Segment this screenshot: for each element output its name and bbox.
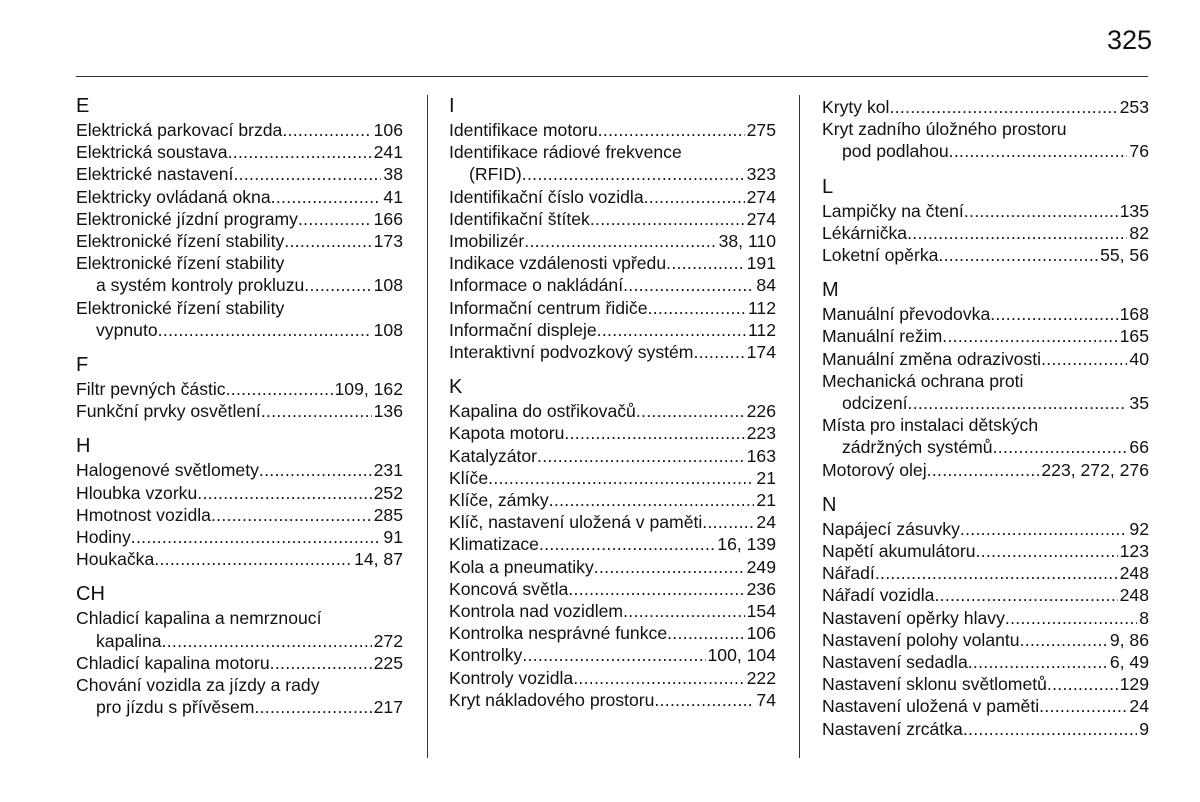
index-entry xyxy=(822,459,1149,481)
index-entry xyxy=(449,186,776,208)
dot-leader xyxy=(568,578,744,600)
entry-label: a systém kontroly prokluzu xyxy=(96,275,305,296)
dot-leader xyxy=(908,392,1128,414)
index-entry xyxy=(449,467,776,489)
dot-leader xyxy=(154,548,352,570)
entry-page-ref: 166 xyxy=(373,208,403,229)
entry-page-ref: 123 xyxy=(1119,541,1149,562)
index-column-1 xyxy=(76,94,403,730)
dot-leader xyxy=(131,526,382,548)
entry-label: odcizení xyxy=(842,393,908,414)
index-entry xyxy=(449,644,776,666)
entry-page-ref: 225 xyxy=(373,652,403,673)
dot-leader xyxy=(573,667,744,689)
entry-label: Klimatizace xyxy=(449,534,539,555)
index-entry xyxy=(822,325,1149,347)
entry-page-ref: 21 xyxy=(756,467,776,488)
entry-page-ref: 174 xyxy=(746,342,776,363)
entry-label: pod podlahou xyxy=(842,141,949,162)
index-entry xyxy=(822,348,1149,370)
index-entry xyxy=(822,303,1149,325)
dot-leader xyxy=(889,96,1117,118)
entry-label: Halogenové světlomety xyxy=(76,460,259,481)
entry-label: Kapalina do ostřikovačů xyxy=(449,401,636,422)
entry-page-ref: 40 xyxy=(1129,348,1149,369)
index-entry xyxy=(76,119,403,141)
index-entry xyxy=(822,629,1149,651)
index-section xyxy=(76,434,403,570)
entry-label: Nastavení sklonu světlometů xyxy=(822,674,1047,695)
entry-page-ref: 35 xyxy=(1129,393,1149,414)
index-column-3 xyxy=(822,96,1149,752)
index-entry xyxy=(449,556,776,578)
entry-page-ref: 222 xyxy=(746,667,776,688)
entry-page-ref: 24 xyxy=(1129,696,1149,717)
dot-leader xyxy=(158,319,372,341)
index-entry xyxy=(449,319,776,341)
entry-label: Identifikace motoru xyxy=(449,120,598,140)
header-rule xyxy=(76,76,1148,77)
dot-leader xyxy=(211,504,372,526)
entry-page-ref: 285 xyxy=(373,504,403,525)
entry-label: Kryty kol xyxy=(822,97,890,117)
entry-page-ref: 248 xyxy=(1119,585,1149,606)
index-entry xyxy=(449,119,776,141)
dot-leader xyxy=(667,622,745,644)
entry-page-ref: 241 xyxy=(373,142,403,163)
entry-label: Lampičky na čtení xyxy=(822,200,964,221)
entry-label: Identifikační štítek xyxy=(449,208,590,229)
entry-label: zádržných systémů xyxy=(842,437,993,458)
dot-leader xyxy=(233,163,381,185)
entry-label: Elektronické jízdní programy xyxy=(76,208,298,229)
entry-label: Identifikační číslo vozidla xyxy=(449,186,644,207)
index-section xyxy=(449,375,776,711)
entry-label: Elektrická parkovací brzda xyxy=(76,120,283,140)
dot-leader xyxy=(1039,695,1127,717)
index-entry xyxy=(822,140,1149,162)
dot-leader xyxy=(644,186,745,208)
dot-leader xyxy=(254,696,371,718)
dot-leader xyxy=(666,252,745,274)
column-divider-1 xyxy=(427,95,428,758)
index-section xyxy=(822,96,1149,163)
entry-label: Hloubka vzorku xyxy=(76,482,198,503)
dot-leader xyxy=(522,163,745,185)
dot-leader xyxy=(270,652,372,674)
section-letter: I xyxy=(449,95,455,117)
index-entry-heading: Elektronické řízení stability xyxy=(76,253,285,274)
entry-page-ref: 163 xyxy=(746,445,776,466)
entry-page-ref: 109, 162 xyxy=(334,379,403,400)
index-section xyxy=(822,278,1149,481)
entry-page-ref: 55, 56 xyxy=(1100,245,1149,266)
entry-label: Kontrolky xyxy=(449,645,523,666)
index-section xyxy=(822,175,1149,267)
index-entry-heading: Místa pro instalaci dětských xyxy=(822,415,1039,436)
entry-page-ref: 112 xyxy=(747,297,776,318)
entry-page-ref: 249 xyxy=(746,556,776,577)
entry-label: (RFID) xyxy=(469,164,522,185)
entry-label: Nastavení opěrky hlavy xyxy=(822,607,1005,628)
entry-label: Nastavení polohy volantu xyxy=(822,629,1020,650)
dot-leader xyxy=(1041,348,1127,370)
section-letter: K xyxy=(449,376,463,399)
index-entry xyxy=(76,526,403,548)
dot-leader xyxy=(654,689,754,711)
entry-page-ref: 253 xyxy=(1119,97,1149,117)
dot-leader xyxy=(927,459,1040,481)
dot-leader xyxy=(226,378,333,400)
index-entry xyxy=(76,274,403,296)
entry-label: Chladicí kapalina motoru xyxy=(76,652,270,673)
dot-leader xyxy=(282,119,371,141)
entry-label: Napájecí zásuvky xyxy=(822,518,960,539)
entry-label: Kola a pneumatiky xyxy=(449,556,594,577)
entry-page-ref: 106 xyxy=(373,120,403,140)
entry-label: Nářadí vozidla xyxy=(822,585,935,606)
dot-leader xyxy=(1047,673,1118,695)
index-entry xyxy=(449,230,776,252)
entry-page-ref: 191 xyxy=(746,253,776,274)
index-entry xyxy=(822,562,1149,584)
entry-page-ref: 108 xyxy=(373,275,403,296)
entry-page-ref: 92 xyxy=(1129,518,1149,539)
index-entry xyxy=(449,252,776,274)
index-entry xyxy=(76,208,403,230)
dot-leader xyxy=(934,584,1117,606)
index-entry xyxy=(822,518,1149,540)
entry-page-ref: 38, 110 xyxy=(718,231,776,252)
index-section xyxy=(76,94,403,341)
entry-page-ref: 173 xyxy=(373,231,403,252)
dot-leader xyxy=(524,230,716,252)
entry-label: Filtr pevných částic xyxy=(76,379,226,400)
index-entry xyxy=(449,400,776,422)
dot-leader xyxy=(271,186,382,208)
index-entry xyxy=(449,341,776,363)
entry-label: Motorový olej xyxy=(822,459,927,480)
index-entry xyxy=(76,482,403,504)
entry-label: Napětí akumulátoru xyxy=(822,541,976,562)
entry-label: kapalina xyxy=(96,630,162,651)
index-entry xyxy=(76,630,403,652)
entry-label: Kapota motoru xyxy=(449,423,565,444)
index-entry xyxy=(822,96,1149,118)
index-entry-heading: Mechanická ochrana proti xyxy=(822,370,1024,391)
index-entry xyxy=(822,244,1149,266)
entry-label: Informační displeje xyxy=(449,319,597,340)
entry-label: Klíče xyxy=(449,467,489,488)
index-entry xyxy=(449,511,776,533)
index-entry xyxy=(822,222,1149,244)
dot-leader xyxy=(1005,607,1137,629)
index-entry-heading: Elektronické řízení stability xyxy=(76,297,285,318)
entry-page-ref: 217 xyxy=(373,697,403,718)
entry-label: Manuální převodovka xyxy=(822,304,991,325)
dot-leader xyxy=(875,562,1118,584)
index-entry xyxy=(449,578,776,600)
dot-leader xyxy=(960,518,1128,540)
index-entry xyxy=(822,584,1149,606)
entry-page-ref: 14, 87 xyxy=(354,549,403,570)
entry-page-ref: 272 xyxy=(373,630,403,651)
dot-leader xyxy=(597,319,746,341)
entry-label: Imobilizér xyxy=(449,231,525,252)
section-letter: L xyxy=(822,175,834,198)
index-entry xyxy=(822,200,1149,222)
dot-leader xyxy=(968,651,1108,673)
entry-page-ref: 82 xyxy=(1129,222,1149,243)
section-letter: N xyxy=(822,493,837,516)
entry-page-ref: 6, 49 xyxy=(1109,652,1149,673)
index-entry-heading: Chladicí kapalina a nemrznoucí xyxy=(76,608,322,629)
entry-page-ref: 38 xyxy=(383,164,403,185)
dot-leader xyxy=(693,341,744,363)
index-entry xyxy=(76,400,403,422)
entry-page-ref: 74 xyxy=(756,689,776,710)
entry-page-ref: 226 xyxy=(746,401,776,422)
entry-label: Elektronické řízení stability xyxy=(76,231,285,252)
index-entry xyxy=(76,504,403,526)
index-entry xyxy=(449,622,776,644)
dot-leader xyxy=(623,274,754,296)
dot-leader xyxy=(598,119,745,141)
entry-label: Klíče, zámky xyxy=(449,490,549,511)
dot-leader xyxy=(537,445,745,467)
entry-label: Indikace vzdálenosti vpředu xyxy=(449,253,667,274)
entry-label: Manuální změna odrazivosti xyxy=(822,348,1042,369)
entry-page-ref: 100, 104 xyxy=(707,645,776,666)
page-number: 325 xyxy=(1106,25,1152,55)
dot-leader xyxy=(964,200,1118,222)
entry-page-ref: 223 xyxy=(746,423,776,444)
index-entry xyxy=(76,696,403,718)
dot-leader xyxy=(1020,629,1108,651)
dot-leader xyxy=(907,222,1127,244)
index-entry xyxy=(76,378,403,400)
index-section xyxy=(76,582,403,718)
column-divider-2 xyxy=(799,95,800,758)
entry-label: Nastavení zrcátka xyxy=(822,718,963,739)
entry-label: Nastavení sedadla xyxy=(822,652,968,673)
entry-page-ref: 154 xyxy=(746,601,776,622)
entry-label: Nastavení uložená v paměti xyxy=(822,696,1040,717)
entry-page-ref: 236 xyxy=(746,578,776,599)
entry-page-ref: 106 xyxy=(746,623,776,644)
entry-page-ref: 135 xyxy=(1119,200,1149,221)
dot-leader xyxy=(938,244,1098,266)
entry-page-ref: 66 xyxy=(1129,437,1149,458)
dot-leader xyxy=(261,400,372,422)
entry-label: Kontrola nad vozidlem xyxy=(449,601,624,622)
index-column-2 xyxy=(449,94,776,723)
entry-label: Kontrolka nesprávné funkce xyxy=(449,623,668,644)
entry-label: Hodiny xyxy=(76,527,131,548)
index-entry xyxy=(822,392,1149,414)
entry-page-ref: 21 xyxy=(756,490,776,511)
index-entry xyxy=(449,163,776,185)
entry-page-ref: 252 xyxy=(373,482,403,503)
index-entry-heading: Identifikace rádiové frekvence xyxy=(449,142,682,163)
index-entry xyxy=(449,274,776,296)
entry-page-ref: 323 xyxy=(746,164,776,185)
dot-leader xyxy=(963,718,1137,740)
entry-page-ref: 129 xyxy=(1119,674,1149,695)
entry-label: Klíč, nastavení uložená v paměti xyxy=(449,512,703,533)
section-letter: E xyxy=(76,95,90,117)
index-entry xyxy=(822,695,1149,717)
entry-page-ref: 136 xyxy=(373,401,403,422)
index-entry xyxy=(449,689,776,711)
entry-label: Nářadí xyxy=(822,563,875,584)
index-entry xyxy=(822,540,1149,562)
entry-label: Koncová světla xyxy=(449,578,569,599)
entry-label: Loketní opěrka xyxy=(822,245,939,266)
entry-label: Kryt nákladového prostoru xyxy=(449,689,655,710)
dot-leader xyxy=(949,140,1128,162)
entry-page-ref: 274 xyxy=(746,208,776,229)
dot-leader xyxy=(549,489,755,511)
index-entry xyxy=(76,548,403,570)
index-entry xyxy=(76,652,403,674)
index-entry xyxy=(449,667,776,689)
dot-leader xyxy=(590,208,745,230)
entry-page-ref: 275 xyxy=(746,120,776,140)
index-section xyxy=(449,94,776,363)
dot-leader xyxy=(228,141,372,163)
dot-leader xyxy=(259,459,372,481)
index-entry xyxy=(76,141,403,163)
section-letter: CH xyxy=(76,583,105,606)
dot-leader xyxy=(488,467,754,489)
index-entry xyxy=(449,600,776,622)
index-section xyxy=(76,353,403,422)
entry-label: Kontroly vozidla xyxy=(449,667,574,688)
entry-label: Elektrická soustava xyxy=(76,142,228,163)
entry-label: Interaktivní podvozkový systém xyxy=(449,342,694,363)
dot-leader xyxy=(990,303,1117,325)
index-entry xyxy=(449,208,776,230)
index-entry xyxy=(822,607,1149,629)
entry-page-ref: 9 xyxy=(1139,718,1149,739)
entry-page-ref: 84 xyxy=(756,275,776,296)
index-entry xyxy=(822,718,1149,740)
dot-leader xyxy=(522,644,705,666)
index-entry xyxy=(449,489,776,511)
dot-leader xyxy=(197,482,371,504)
entry-label: vypnuto xyxy=(96,319,158,340)
entry-label: Manuální režim xyxy=(822,326,943,347)
dot-leader xyxy=(942,325,1117,347)
dot-leader xyxy=(993,436,1128,458)
entry-page-ref: 223, 272, 276 xyxy=(1041,459,1149,480)
index-section xyxy=(822,493,1149,740)
dot-leader xyxy=(284,230,371,252)
entry-page-ref: 24 xyxy=(756,512,776,533)
index-entry xyxy=(822,673,1149,695)
dot-leader xyxy=(539,533,715,555)
entry-page-ref: 168 xyxy=(1119,304,1149,325)
index-entry xyxy=(822,436,1149,458)
entry-label: Elektrické nastavení xyxy=(76,164,234,185)
dot-leader xyxy=(623,600,745,622)
entry-label: Hmotnost vozidla xyxy=(76,504,211,525)
index-entry xyxy=(449,297,776,319)
dot-leader xyxy=(648,297,746,319)
index-entry xyxy=(76,230,403,252)
dot-leader xyxy=(162,630,372,652)
entry-page-ref: 112 xyxy=(747,319,776,340)
dot-leader xyxy=(976,540,1118,562)
entry-page-ref: 9, 86 xyxy=(1109,629,1149,650)
index-entry xyxy=(449,445,776,467)
index-entry xyxy=(76,163,403,185)
index-entry-heading: Kryt zadního úložného prostoru xyxy=(822,119,1067,140)
section-letter: F xyxy=(76,354,89,377)
index-entry-heading: Chování vozidla za jízdy a rady xyxy=(76,675,320,696)
index-entry xyxy=(822,651,1149,673)
dot-leader xyxy=(564,422,744,444)
entry-label: Informační centrum řidiče xyxy=(449,297,648,318)
index-entry xyxy=(449,533,776,555)
entry-page-ref: 108 xyxy=(373,319,403,340)
section-letter: H xyxy=(76,435,91,458)
index-entry xyxy=(76,459,403,481)
entry-page-ref: 248 xyxy=(1119,563,1149,584)
entry-page-ref: 16, 139 xyxy=(717,534,776,555)
dot-leader xyxy=(636,400,745,422)
entry-page-ref: 165 xyxy=(1119,326,1149,347)
index-entry xyxy=(76,319,403,341)
dot-leader xyxy=(702,511,754,533)
entry-page-ref: 76 xyxy=(1129,141,1149,162)
section-letter: M xyxy=(822,279,839,302)
entry-label: Katalyzátor xyxy=(449,445,538,466)
entry-label: Elektricky ovládaná okna xyxy=(76,186,271,207)
dot-leader xyxy=(594,556,745,578)
entry-label: Informace o nakládání xyxy=(449,275,624,296)
dot-leader xyxy=(304,274,371,296)
index-entry xyxy=(449,422,776,444)
entry-page-ref: 41 xyxy=(383,186,403,207)
entry-page-ref: 8 xyxy=(1139,607,1149,628)
index-entry xyxy=(76,186,403,208)
entry-label: pro jízdu s přívěsem xyxy=(96,697,255,718)
entry-page-ref: 91 xyxy=(383,527,403,548)
entry-page-ref: 274 xyxy=(746,186,776,207)
entry-page-ref: 231 xyxy=(373,460,403,481)
dot-leader xyxy=(298,208,372,230)
entry-label: Funkční prvky osvětlení xyxy=(76,401,261,422)
entry-label: Lékárnička xyxy=(822,222,908,243)
entry-label: Houkačka xyxy=(76,549,155,570)
